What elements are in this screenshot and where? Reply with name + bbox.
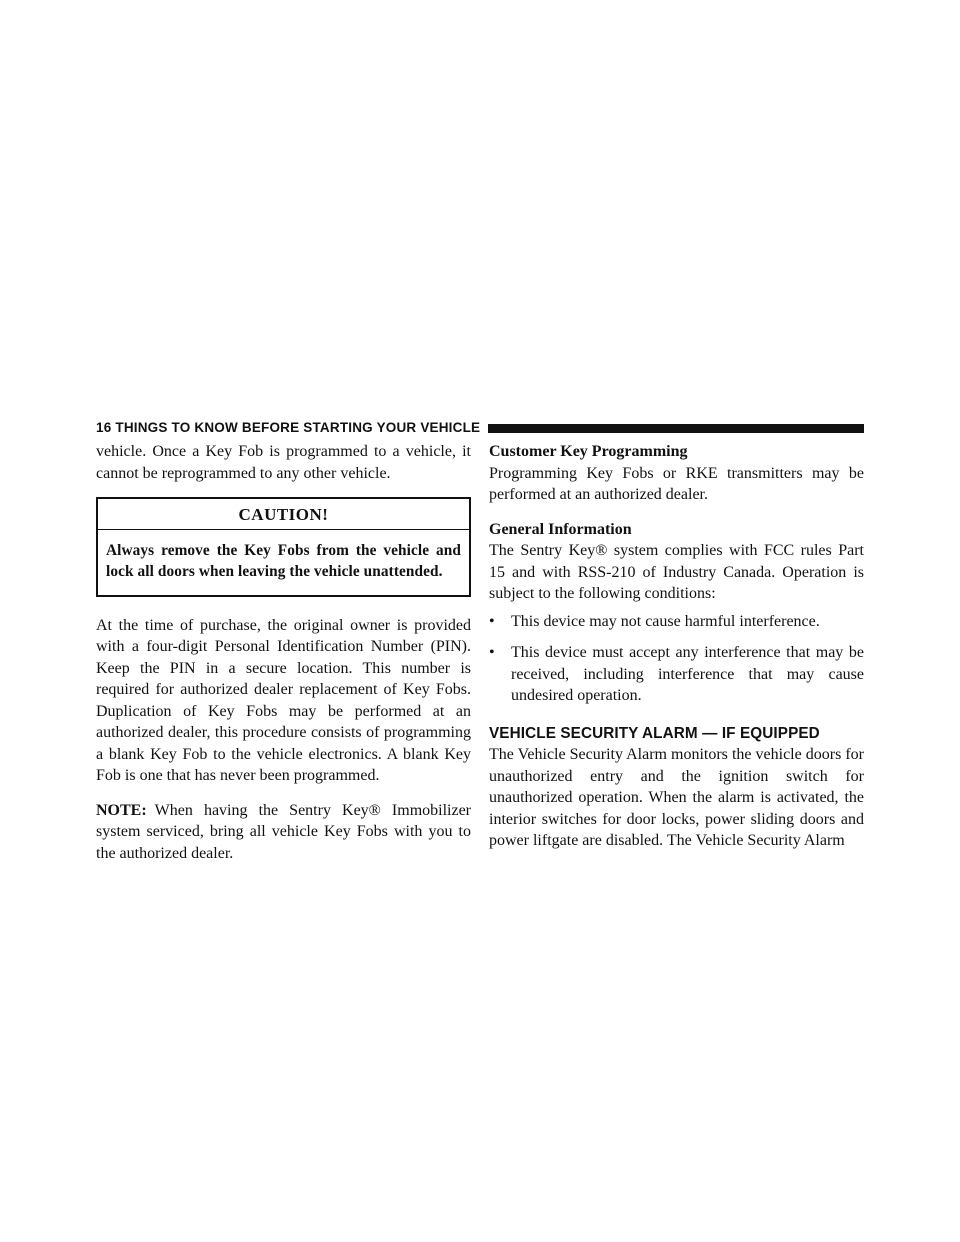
header-rule: [488, 424, 864, 433]
page-number-and-section-title: 16 THINGS TO KNOW BEFORE STARTING YOUR VEHICLE: [96, 419, 481, 435]
page-header: [96, 416, 864, 438]
note-label: NOTE:: [96, 801, 147, 819]
paragraph-customer-key-programming: Programming Key Fobs or RKE transmitters may be performed at an authorized dealer.: [489, 464, 864, 503]
paragraph-vehicle-security-alarm: The Vehicle Security Alarm monitors the vehicle doors for unauthorized entry and the ignition switch for unauthorized operation. When the alarm is activated, the interior switches for door locks, power sliding doors and power liftgate are disabled. The Vehicle Security Alarm: [489, 746, 864, 849]
left-column: [96, 441, 471, 864]
paragraph-general-information: The Sentry Key® system complies with FCC rules Part 15 and with RSS-210 of Industry Canada. Operation is subject to the following conditions:: [489, 542, 864, 602]
list-item-text: This device must accept any interference that may be received, including interference that may cause undesired operation.: [511, 644, 864, 704]
caution-title: CAUTION!: [98, 499, 469, 530]
heading-general-information: General Information: [489, 520, 632, 538]
heading-customer-key-programming: Customer Key Programming: [489, 443, 688, 460]
list-item-text: This device may not cause harmful interference.: [511, 612, 820, 630]
list-item: [489, 611, 864, 633]
conditions-list: [489, 611, 864, 707]
bullet-icon: •: [489, 644, 495, 661]
right-column: [489, 441, 864, 852]
caution-box: [96, 497, 471, 597]
heading-vehicle-security-alarm: VEHICLE SECURITY ALARM — IF EQUIPPED: [489, 724, 820, 742]
caution-text: Always remove the Key Fobs from the vehicle and lock all doors when leaving the vehicle unattended.: [106, 541, 461, 580]
section-customer-key-programming: [489, 441, 864, 506]
paragraph-pin: At the time of purchase, the original owner is provided with a four-digit Personal Identification Number (PIN). Keep the PIN in a secure location. This number is required for authorized dealer replacement of Key Fobs. Duplication of Key Fobs may be performed at an authorized dealer, this procedure consists of programming a blank Key Fob to the vehicle electronics. A blank Key Fob is one that has never been programmed.: [96, 616, 471, 784]
note-text: When having the Sentry Key® Immobilizer system serviced, bring all vehicle Key Fobs with you to the authorized dealer.: [96, 801, 471, 862]
paragraph-key-fob-programmed: vehicle. Once a Key Fob is programmed to a vehicle, it cannot be reprogrammed to any other vehicle.: [96, 443, 471, 482]
list-item: [489, 642, 864, 707]
bullet-icon: •: [489, 612, 495, 630]
section-general-information: [489, 519, 864, 707]
note-paragraph: [96, 800, 471, 865]
